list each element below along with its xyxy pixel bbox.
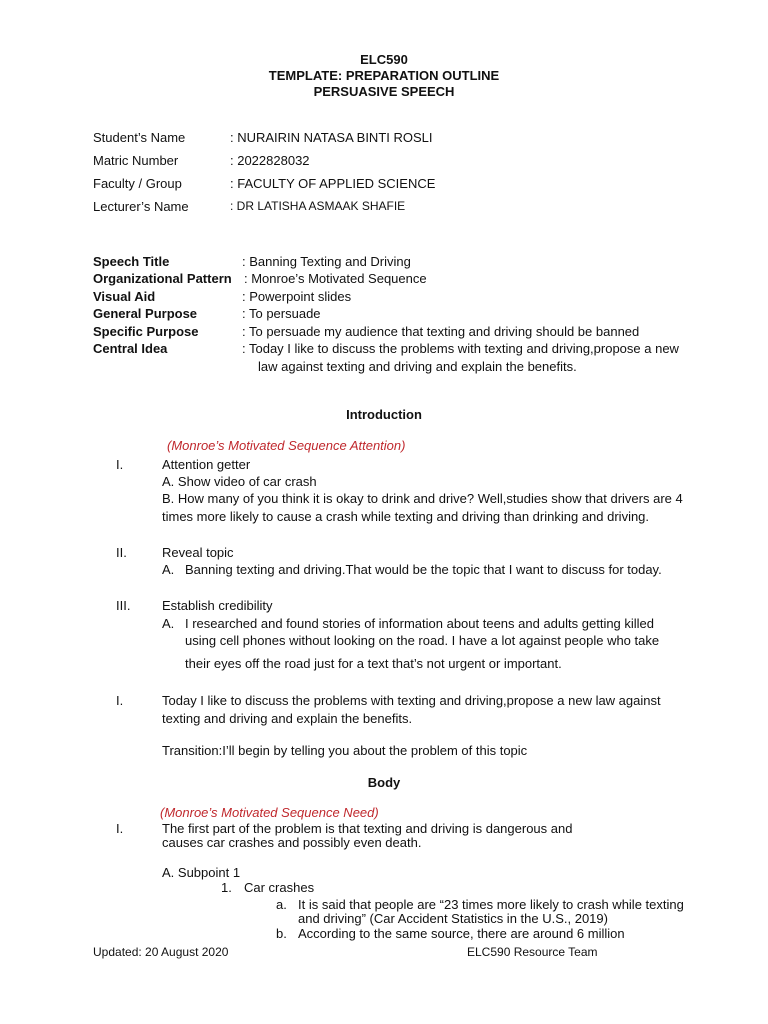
- matric-label: Matric Number: [93, 153, 179, 168]
- intro-item3-a-line2: using cell phones without looking on the road. I have a lot against people who take: [185, 633, 660, 648]
- intro-item2-a-number: A.: [162, 562, 175, 577]
- general-purpose-label: General Purpose: [93, 306, 198, 321]
- lecturer-label: Lecturer’s Name: [93, 199, 189, 214]
- matric-value: : 2022828032: [230, 153, 310, 168]
- course-code: ELC590: [360, 52, 408, 67]
- general-purpose-value: : To persuade: [242, 306, 321, 321]
- central-idea-value-line1: : Today I like to discuss the problems with texting and driving,propose a new: [242, 341, 679, 356]
- intro-item4-line1: Today I like to discuss the problems with texting and driving,propose a new law against: [162, 693, 661, 708]
- specific-purpose-value: : To persuade my audience that texting and driving should be banned: [242, 324, 640, 339]
- student-name-value: : NURAIRIN NATASA BINTI ROSLI: [230, 130, 433, 145]
- intro-item3-text: Establish credibility: [162, 598, 273, 613]
- body-b-number: b.: [276, 926, 287, 941]
- intro-item3-a-line1: I researched and found stories of information about teens and adults getting killed: [185, 616, 655, 631]
- body-sub1-number: 1.: [221, 880, 232, 895]
- body-item1-line1: The first part of the problem is that texting and driving is dangerous and: [162, 821, 573, 836]
- faculty-label: Faculty / Group: [93, 176, 182, 191]
- lecturer-value: : DR LATISHA ASMAAK SHAFIE: [230, 199, 406, 213]
- intro-item3-a-line3: their eyes off the road just for a text that’s not urgent or important.: [185, 656, 562, 671]
- intro-item3-number: III.: [116, 598, 131, 613]
- body-subpoint: A. Subpoint 1: [162, 865, 241, 880]
- visual-aid-label: Visual Aid: [93, 289, 156, 304]
- faculty-value: : FACULTY OF APPLIED SCIENCE: [230, 176, 436, 191]
- pattern-value: : Monroe’s Motivated Sequence: [244, 271, 427, 286]
- body-a-line1: It is said that people are “23 times more likely to crash while texting: [298, 897, 684, 912]
- intro-transition: Transition:I’ll begin by telling you about the problem of this topic: [162, 743, 528, 758]
- intro-item2-text: Reveal topic: [162, 545, 234, 560]
- body-a-number: a.: [276, 897, 287, 912]
- footer-updated: Updated: 20 August 2020: [93, 945, 229, 959]
- central-idea-label: Central Idea: [93, 341, 168, 356]
- speech-type: PERSUASIVE SPEECH: [313, 84, 455, 99]
- intro-item4-number: I.: [116, 693, 124, 708]
- body-sequence-note: (Monroe’s Motivated Sequence Need): [160, 805, 379, 820]
- body-heading: Body: [367, 775, 401, 790]
- intro-item1-text: Attention getter: [162, 457, 251, 472]
- intro-item1-b-line1: B. How many of you think it is okay to drink and drive? Well,studies show that drivers are 4: [162, 491, 683, 506]
- body-a-line2: and driving” (Car Accident Statistics in the U.S., 2019): [298, 911, 608, 926]
- introduction-heading: Introduction: [346, 407, 422, 422]
- speech-title-value: : Banning Texting and Driving: [242, 254, 411, 269]
- body-item1-number: I.: [116, 821, 124, 836]
- pattern-label: Organizational Pattern: [93, 271, 232, 286]
- template-title: TEMPLATE: PREPARATION OUTLINE: [268, 68, 500, 83]
- intro-item1-b-line2: times more likely to cause a crash while texting and driving than drinking and driving.: [162, 509, 650, 524]
- central-idea-value-line2: law against texting and driving and explain the benefits.: [258, 359, 577, 374]
- visual-aid-value: : Powerpoint slides: [242, 289, 352, 304]
- body-item1-line2: causes car crashes and possibly even death.: [162, 835, 422, 850]
- footer-team: ELC590 Resource Team: [467, 945, 598, 959]
- student-name-label: Student’s Name: [93, 130, 186, 145]
- speech-title-label: Speech Title: [93, 254, 170, 269]
- specific-purpose-label: Specific Purpose: [93, 324, 199, 339]
- intro-sequence-note: (Monroe’s Motivated Sequence Attention): [167, 438, 406, 453]
- intro-item1-number: I.: [116, 457, 124, 472]
- body-sub1-text: Car crashes: [244, 880, 315, 895]
- intro-item4-line2: texting and driving and explain the benefits.: [162, 711, 413, 726]
- intro-item2-a: Banning texting and driving.That would be the topic that I want to discuss for today.: [185, 562, 662, 577]
- body-b-line1: According to the same source, there are around 6 million: [298, 926, 625, 941]
- intro-item1-a: A. Show video of car crash: [162, 474, 317, 489]
- intro-item2-number: II.: [116, 545, 127, 560]
- intro-item3-a-number: A.: [162, 616, 175, 631]
